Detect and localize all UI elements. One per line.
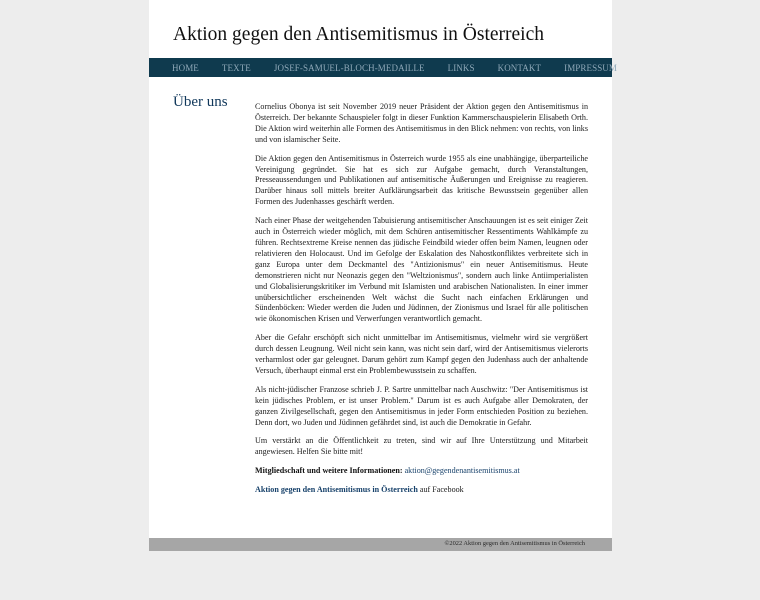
nav-item-impressum[interactable]: IMPRESSUM	[564, 62, 618, 73]
nav-item-kontakt[interactable]: KONTAKT	[497, 62, 542, 73]
main-navigation	[149, 58, 618, 77]
membership-line	[255, 466, 588, 477]
section-title: Über uns	[173, 94, 228, 110]
membership-label: Mitgliedschaft und weitere Informationen:	[255, 466, 403, 476]
site-title: Aktion gegen den Antisemitismus in Österreich	[173, 24, 544, 45]
nav-item-josef-samuel-bloch-medaille[interactable]: JOSEF-SAMUEL-BLOCH-MEDAILLE	[273, 62, 425, 73]
nav-item-home[interactable]: HOME	[172, 62, 199, 73]
footer	[149, 538, 612, 551]
nav-item-links[interactable]: LINKS	[447, 62, 475, 73]
paragraph-sartre: Als nicht-jüdischer Franzose schrieb J. P. Sartre unmittelbar nach Auschwitz: "Der Antisemitismus ist kein jüdisches Problem, er ist unser Problem." Darum ist es auch Aufgabe aller Demokraten, der ganzen Zivilgesellschaft, gegen den Antisemitismus in jeder Form entschieden Position zu beziehen. Denn dort, wo Juden und Jüdinnen gefährdet sind, ist auch die Demokratie in Gefahr.	[255, 384, 588, 427]
paragraph-new-antisemitism: Nach einer Phase der weitgehenden Tabuisierung antisemitischer Anschauungen ist es seit einiger Zeit auch in Österreich wieder möglich, mit dem Schüren antisemitischer Ressentiments Wahlkämpfe zu führen. Rechtsextreme Kreise nennen das jüdische Feindbild wieder offen beim Namen, leugnen oder relativieren den Holocaust. Und im Gefolge der Eskalation des Nahostkonfliktes verbreitete sich in ganz Europa unter dem Deckmantel des "Antizionismus" ein neuer Antisemitismus. Heute demonstrieren nicht nur Neonazis gegen den "Weltzionismus", sondern auch linke Antiimperialisten und Globalisierungskritiker im Verbund mit Islamisten und arabischen Nationalisten. In einer immer unübersichtlicher erscheinenden Welt wächst die Sucht nach einfachen Erklärungen und Sündenböcken: Wieder werden die Juden und Jüdinnen, der Zionismus und Israel für alle politischen wie ökonomischen Krisen und Verwerfungen verantwortlich gemacht.	[255, 216, 588, 324]
paragraph-denial: Aber die Gefahr erschöpft sich nicht unmittelbar im Antisemitismus, vielmehr wird sie vergrößert durch dessen Leugnung. Weil nicht sein kann, was nicht sein darf, wird der Antisemitismus vielerorts verharmlost oder gar geleugnet. Darum gehört zum Kampf gegen den Judenhass auch der anhaltende Versuch, überhaupt einmal erst ein Problembewusstsein zu schaffen.	[255, 333, 588, 375]
nav-item-texte[interactable]: TEXTE	[221, 62, 251, 73]
paragraph-president: Cornelius Obonya ist seit November 2019 neuer Präsident der Aktion gegen den Antisemitismus in Österreich. Der bekannte Schauspieler folgt in dieser Funktion Kammerschauspielerin Elisabeth Orth. Die Aktion wird weiterhin alle Formen des Antisemitismus in den Blick nehmen: von rechts, von links und von islamischer Seite.	[255, 102, 588, 144]
email-link[interactable]: aktion@gegendenantisemitismus.at	[404, 466, 520, 476]
facebook-link[interactable]: Aktion gegen den Antisemitismus in Österreich	[255, 485, 418, 495]
main-content	[255, 102, 588, 504]
paragraph-support: Um verstärkt an die Öffentlichkeit zu treten, sind wir auf Ihre Unterstützung und Mitarbeit angewiesen. Helfen Sie bitte mit!	[255, 436, 588, 457]
facebook-suffix: auf Facebook	[417, 485, 464, 495]
page-container	[149, 0, 618, 551]
paragraph-founding: Die Aktion gegen den Antisemitismus in Österreich wurde 1955 als eine unabhängige, überparteiliche Vereinigung gegründet. Sie hat es sich zur Aufgabe gemacht, durch Veranstaltungen, Presseaussendungen und Publikationen auf antisemitische Äußerungen und Ereignisse zu reagieren. Darüber hinaus soll mittels breiter Aufklärungsarbeit das kritische Bewusstsein gegenüber allen Formen des Judenhasses geschärft werden.	[255, 153, 588, 207]
footer-copyright: ©2022 Aktion gegen den Antisemitismus in Österreich	[444, 540, 585, 547]
facebook-line	[255, 485, 588, 496]
